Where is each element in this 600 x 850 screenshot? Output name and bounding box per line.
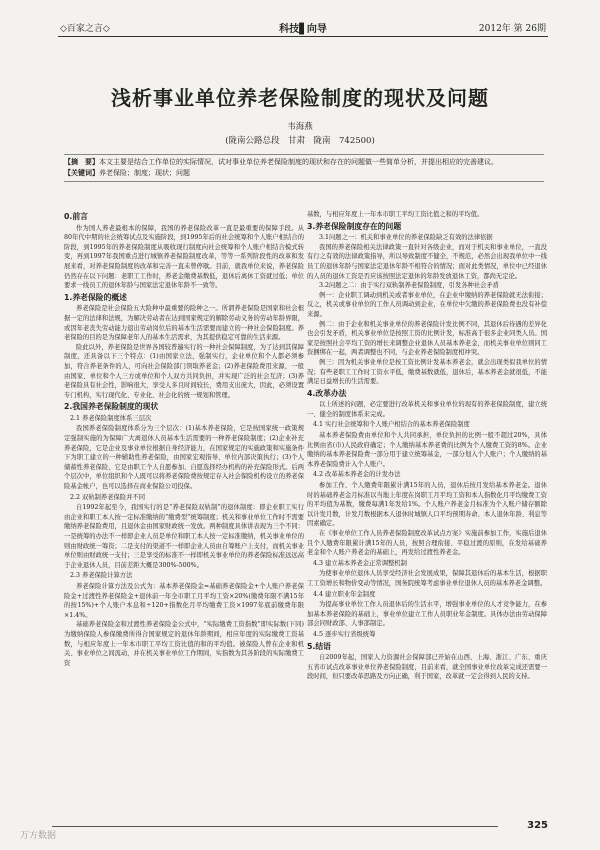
keywords-text: 养老保险；制度；现状；问题 — [99, 169, 190, 177]
page-number: 325 — [527, 820, 548, 831]
paragraph: 为使事业单位退休人员享受经济社会发展成果，保障其退休后的基本生活，根据职工工资增长和物价变动等情况，国务院统筹考虑事业单位退休人员的基本养老金调整。 — [307, 570, 547, 587]
issue-number: 2012年 第 26期 — [478, 24, 546, 34]
section-heading: 0.前言 — [64, 212, 88, 221]
subsection-heading: 4.2 改革基本养老金的计发办法 — [313, 471, 401, 479]
subsection-heading: 2.1 养老保险制度体系三层次 — [70, 414, 152, 422]
subsection-heading: 2.2 双轨制养老保险并不同 — [70, 493, 145, 501]
paragraph: 以上所述的问题，必定要进行改革机关和事业单位的现有的养老保险制度，建立统一、健全的制度体系来完成。 — [307, 401, 547, 418]
section-heading: 2.我国养老保险制度的现状 — [64, 402, 159, 412]
paragraph: 我国养老保险制度体系分为三个层次：(1)基本养老保险，它是按国家统一政策规定强制实施的为保障广大离退休人员基本生活需要的一种养老保险制度；(2)企业补充养老保险，它是企业及事业单位根据自身经济能力，在国家规定的实施政策和实施条件下为职工建立的一种辅助性养老保险，由国家宏观指导、单位内部决策执行；(3)个人储蓄性养老保险，它是由职工个人自愿参加、自愿选择经办机构的补充保险形式。后两个层次中，单位组织和个人既可以将养老保险费按规定存入社会保险机构设立的养老保险基金帐户，也可以选择在商业保险公司投保。 — [64, 425, 304, 491]
section-heading: 1.养老保险的概述 — [64, 292, 127, 302]
abstract-line — [64, 157, 544, 168]
watermark: 万方数据 — [20, 831, 57, 841]
paragraph: 为提高事业单位工作人员退休后的生活水平，增强事业单位的人才竞争能力，在参加基本养老保险的基础上，事业单位建立工作人员职业年金制度。具体办法由劳动保障部会同财政部、人事部制定。 — [307, 601, 547, 628]
section-heading: 5.结语 — [307, 641, 331, 651]
abstract-text: 本文主要是结合工作单位的实际情况，试对事业单位养老保险制度的现状和存在的问题做一些简单分析，并提出相应的完善建议。 — [99, 158, 498, 166]
paragraph: 在《事业单位工作人员养老保险制度改革试点方案》实施前参加工作，实施后退休且个人缴费年限累计满15年的人员，按照合理衔接、平稳过渡的原则，在发给基础养老金和个人账户养老金的基础上，再发给过渡性养老金。 — [307, 530, 547, 557]
abstract-label: 【摘 要】 — [64, 158, 99, 166]
subsection-heading: 4.3 建立基本养老金正常调整机制 — [313, 559, 407, 567]
abstract-block — [64, 154, 544, 182]
paragraph: 3.1问题之一：机关和事业单位的养老保险缺乏有效的法律依据 — [319, 234, 493, 242]
running-header — [58, 20, 548, 37]
paragraph: 险此以外，养老保险是世界各国较普遍实行的一种社会保障制度，为了达到其保障制度，还具备以下三个特点：(1)由国家立法，强制实行，企业单位和个人都必须参加，符合养老条件的人，可向社会保险部门领取养老金；(2)养老保险费用来源，一般由国家、单位和个人三方或单位和个人双方共同负担，并实现广泛的社会互济；(3)养老保险具有社会性，影响很大，享受人多且时间较长，费用支出庞大，因此，必须设置专门机构，实行现代化、专业化、社会化的统一规划和管理。 — [64, 343, 304, 399]
author-affiliation: (陇南公路总段 甘肃 陇南 742500) — [225, 136, 375, 146]
paragraph: 基础养老保险金和过渡性养老保险金公式中，“实际缴费工资指数”即实际数(下同)为缴纳保险人参保缴费所得合国家规定的退休年龄期间，相应年度的实际缴费工资基数，与相应年度上一年本市职工平均工资比值的和的平均值。被保险人曾在企业和机关、事业单位之间流动，并在机关事业单位工作期间，实指数为其各阶段的实际缴费工资 — [64, 621, 304, 667]
paragraph: 作为国人养老最根本的保障，我国的养老保险改革一直是最重要的保障手段。从80年代中期的社会统筹试点及实施阶段，到1995年后的社会统筹和个人账户相结合的阶段，到1995年的养老保险制度从吸收现行制度向社会统筹和个人账户相结合模式转变，再到1997年我国重点进行城镇养老保险制度改革，等等一系列阶段性的改革和发展来看，对养老保险制度的改革和完善一直未曾停歇。目前，就我单位来说，养老保险仍然存在以下问题：老职工工作时，养老金缴费基数低，退休后离休工资就过低；单位要求一线员工的退休年龄与国家法定退休年龄不一致等。 — [64, 224, 304, 290]
paragraph: 我国的养老保险相关法律政策一直针对各级企业，而对于机关和事业单位，一直没有行之有效的法律政策指导，所以导致制度不健全，不规范，必然会出现我单位中一线员工的退休年龄与国家法定退休年龄不相符合的情况；面对此类情况，单位中已经退休的人员的退休工资是否应该按照法定退休的年龄发放退休工资，都尚无定论。 — [307, 243, 547, 280]
article-title: 浅析事业单位养老保险制度的现状及问题 — [111, 86, 489, 110]
keywords-label: 【关键词】 — [64, 169, 99, 177]
paragraph: 3.2问题之二：由于实行双轨制养老保险制度，引发各种社会矛盾 — [319, 282, 500, 290]
paragraph: 例三：因为机关事业单位是按工资比例计发基本养老金，就会出现类似我单位的情况；有些老职工工作时工资水平低，缴费基数就低，退休后，基本养老金就很低，不能满足日益增长的生活需要。 — [307, 358, 547, 386]
left-column — [64, 210, 304, 668]
paragraph: 自2009年起，国家人力资源社会保障部已开始在山西、上海、浙江、广东、重庆五省市试点改革事业单位养老保险制度，目前来看，就全国事业单位改革完成还需要一段时间，但只要改革思路及方向正确，利于国家，改革就一定会得到人民的支持。 — [307, 654, 547, 681]
keywords-line — [64, 168, 544, 179]
subsection-heading: 4.1 实行社会统筹和个人账户相结合的基本养老保险制度 — [313, 421, 470, 429]
subsection-heading: 4.4 建立职业年金制度 — [313, 590, 376, 598]
author-name: 韦海燕 — [287, 122, 313, 132]
paragraph: 基本养老保险费由单位和个人共同承担，单位负担的比例一般不超过20%，具体比例由省(市)人民政府确定；个人缴纳基本养老费的比例为个人缴费工资的8%。企业缴纳的基本养老保险费一部分用于建立统筹基金，一部分划入个人账户；个人缴纳的基本养老保险费计入个人账户。 — [307, 432, 547, 468]
paragraph: 例二：由于企业和机关事业单位的养老保险计发比例不同，其退休后待遇的差异化也会引发矛盾，机关事业单位是按照工资的比例计发，标准高于很多企业同类人员。国家是按照社会平均工资的增长来调整企业退休人员基本养老金，而机关事业单位则同工资捆绑在一起，两者调整也不同，与企业养老保险制度相冲突。 — [307, 320, 547, 357]
paragraph: 养老保险计算方法及公式为：基本养老保险金=基础养老保险金+个人账户养老保险金+过渡性养老保险金+退休前一年全市职工月平均工资×20%(缴费年限不满15年的按15%)+个人账户本息和÷120+指数化月平均缴费工资×1997年底前缴费年限×1.4%。 — [64, 582, 304, 619]
page-footer — [52, 820, 548, 834]
paragraph: 例一：企业职工调动到机关或者事业单位，在企业中缴纳的养老保险就无法衔接；反之，机关或事业单位的工作人员调动到企业，在单位中欠缴的养老保险费也没有补偿来源。 — [307, 291, 547, 318]
section-heading: 4.改革办法 — [307, 388, 347, 398]
journal-name: 科技▋向导 — [279, 24, 327, 35]
footer-rule — [52, 826, 498, 827]
right-column — [307, 210, 547, 682]
paragraph: 基数，与相应年度上一年本市职工平均工资比值之和的平均值。 — [307, 211, 484, 218]
paragraph: 养老保险是社会保险五大险种中最重要的险种之一。所谓养老保险是国家和社会根据一定的法律和法规，为解决劳动者在达到国家规定的解除劳动义务的劳动年龄界限，或因年老丧失劳动能力退出劳动岗位后的基本生活需要而建立的一种社会保险制度。养老保险的目的是为保障老年人的基本生活需求，为其提供稳定可靠的生活来源。 — [64, 305, 304, 342]
paragraph: 参加工作、个人缴费年限累计满15年的人员，退休后按月发给基本养老金。退休时的基础养老金月标准以当地上年度在岗职工月平均工资和本人指数化月平均缴费工资的平均值为基数，缴费每满1年发给1%。个人账户养老金月标准为个人账户储存额除以计发月数，计发月数根据本人退休时城镇人口平均预期寿命、本人退休年龄、利息等因素确定。 — [307, 482, 547, 528]
paragraph: 自1992年起至今，我国实行的是“养老保险双轨制”的退休制度：即企业职工实行由企业和职工本人按一定标准缴纳的“缴费型”统筹制度；机关和事业单位工作时不需要缴纳养老保险费用，且退休金由国家财政统一发放。两种制度具体讲表现为三个不同：一是统筹的办法不一样即企业人员是单位和职工本人按一定标准缴纳，机关事业单位的则由财政统一筹资；二是支付的渠道不一样即企业人员由自筹账户上支付，而机关事业单位则由财政统一支付；三是享受的标准不一样即机关事业单位的养老保险标准远远高于企业退休人员，目前差距大概是300%-500%。 — [64, 504, 304, 569]
section-heading: 3.养老保险制度存在的问题 — [307, 221, 402, 231]
subsection-heading: 4.5 逐步实行省级统筹 — [313, 630, 376, 638]
subsection-heading: 2.3 养老保险计算方法 — [70, 572, 133, 580]
column-name: ◇百家之言◇ — [60, 24, 110, 34]
